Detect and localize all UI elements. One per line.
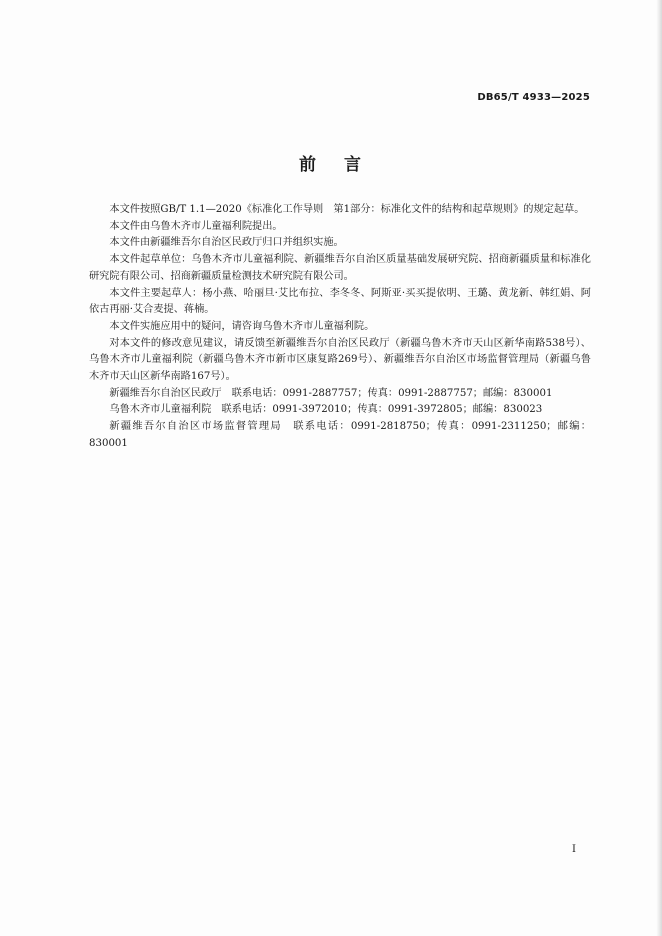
page-number: I: [572, 844, 576, 855]
paragraph-drafters: 本文件主要起草人：杨小燕、哈丽旦·艾比布拉、李冬冬、阿斯亚·买买提依明、王璐、黄龙新、韩红娟、阿依古再丽·艾合麦提、蒋楠。: [89, 287, 591, 316]
paragraph-feedback: 对本文件的修改意见建议，请反馈至新疆维吾尔自治区民政厅（新疆乌鲁木齐市天山区新华南路538号）、乌鲁木齐市儿童福利院（新疆乌鲁木齐市新市区康复路269号）、新疆维吾尔自治区市场监督管理局（新疆乌鲁木齐市天山区新华南路167号）。: [89, 337, 591, 383]
title-char-1: 前: [299, 155, 318, 175]
paragraph-proposer: 本文件由乌鲁木齐市儿童福利院提出。: [109, 220, 283, 232]
document-code: DB65/T 4933—2025: [477, 92, 590, 103]
foreword-body: [89, 202, 591, 453]
page-title: [0, 150, 662, 175]
paragraph-drafting-units: 本文件起草单位：乌鲁木齐市儿童福利院、新疆维吾尔自治区质量基础发展研究院、招商新疆质量和标准化研究院有限公司、招商新疆质量检测技术研究院有限公司。: [89, 254, 591, 282]
contact-welfare-home: 乌鲁木齐市儿童福利院 联系电话：0991-3972010；传真：0991-3972805；邮编：830023: [109, 404, 543, 416]
contact-market-regulation: 新疆维吾尔自治区市场监督管理局 联系电话：0991-2818750；传真：0991-2311250；邮编：830001: [89, 421, 591, 449]
page-edge-shadow: [656, 0, 662, 936]
contact-civil-affairs: 新疆维吾尔自治区民政厅 联系电话：0991-2887757；传真：0991-2887757；邮编：830001: [109, 387, 553, 399]
title-char-2: 言: [344, 155, 363, 175]
paragraph-inquiry: 本文件实施应用中的疑问，请咨询乌鲁木齐市儿童福利院。: [109, 320, 375, 332]
paragraph-administrator: 本文件由新疆维吾尔自治区民政厅归口并组织实施。: [109, 237, 344, 249]
paragraph-drafting-basis: 本文件按照GB/T 1.1—2020《标准化工作导则 第1部分：标准化文件的结构和起草规则》的规定起草。: [109, 204, 585, 215]
